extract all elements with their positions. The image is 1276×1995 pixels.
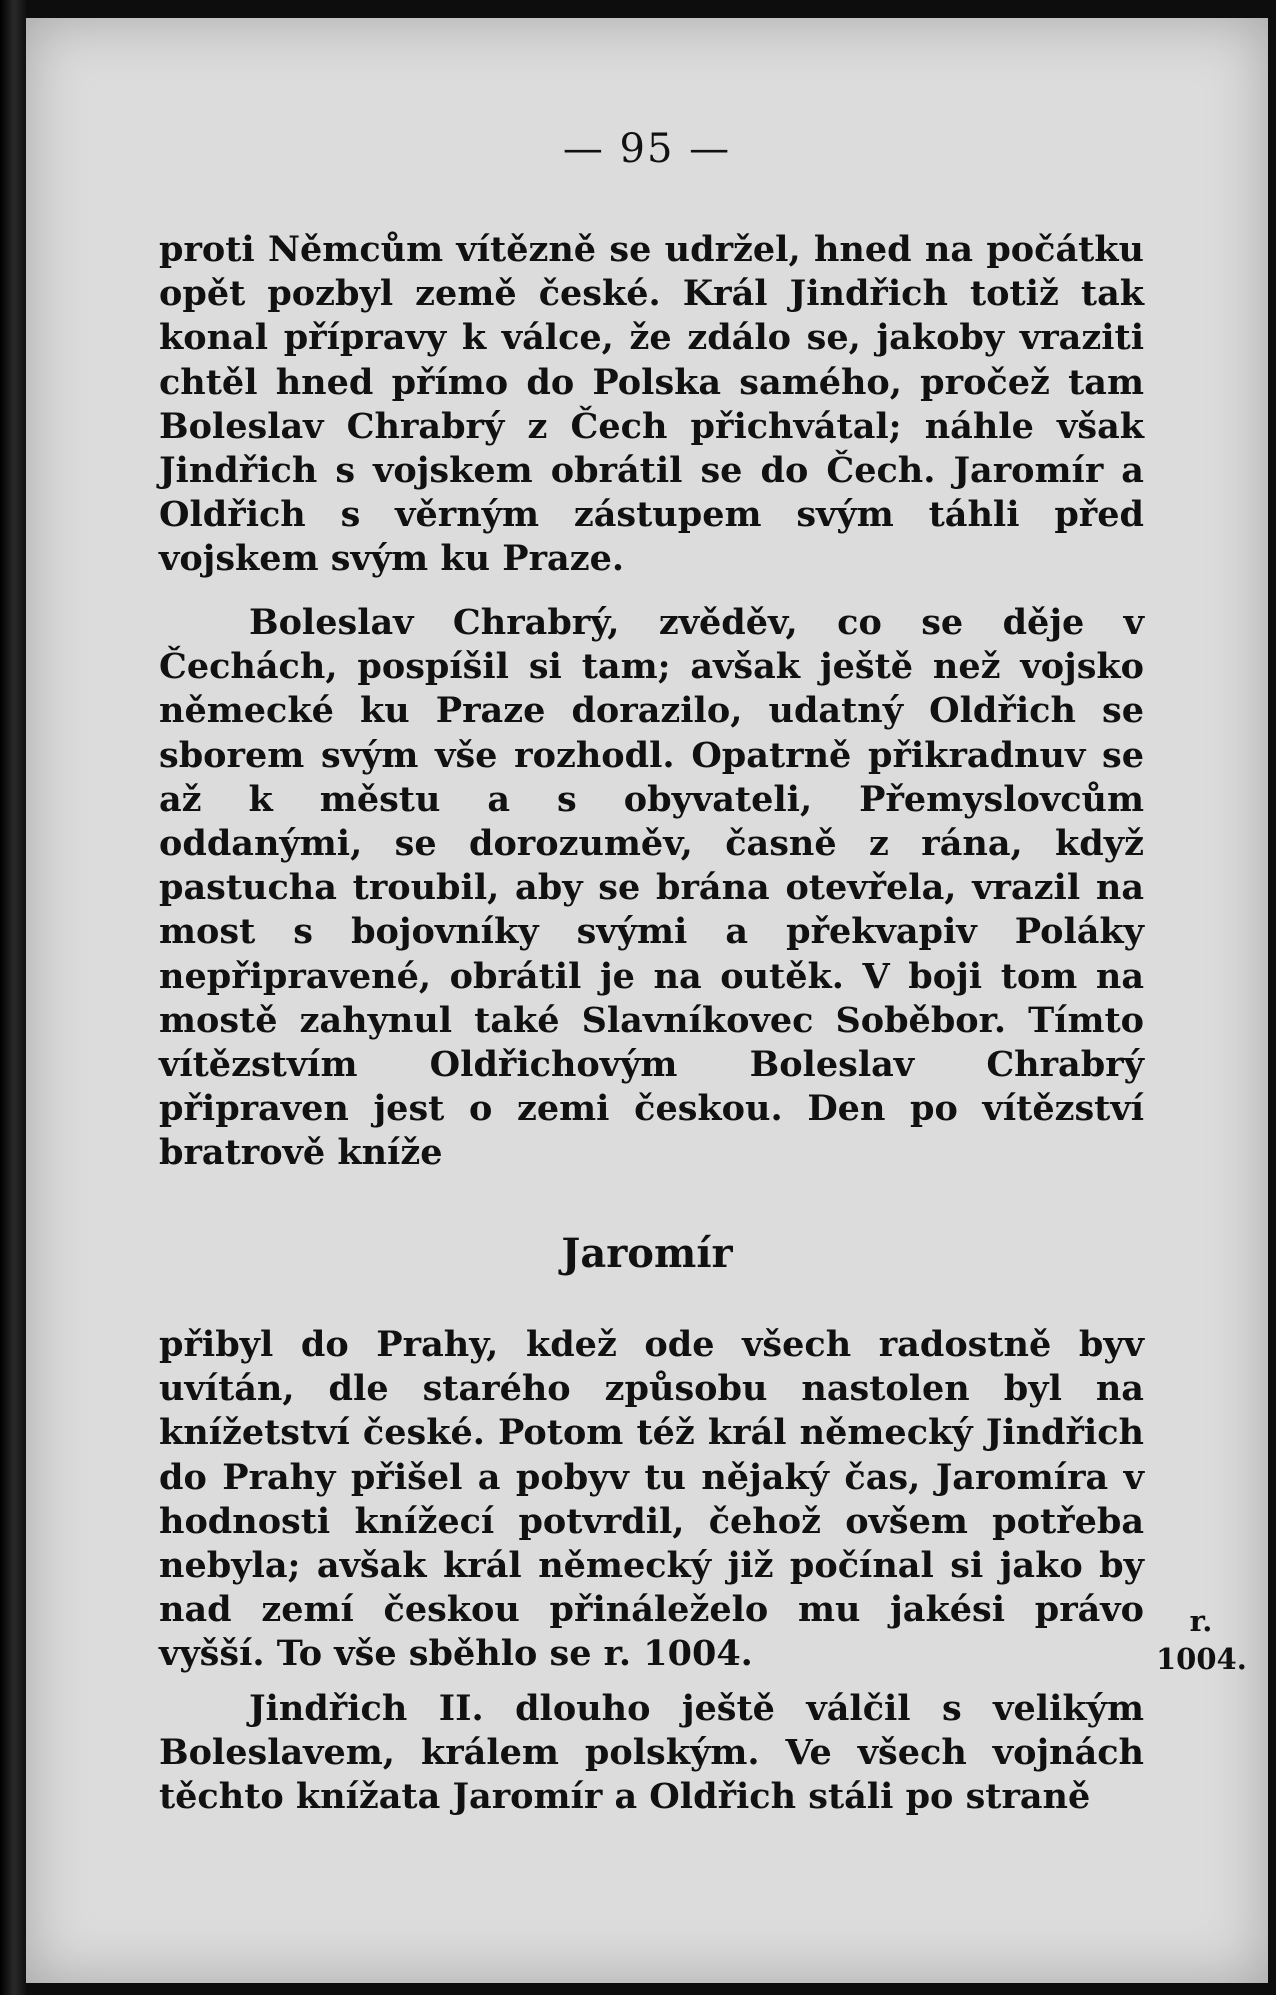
paragraph-text: Jindřich II. dlouho ještě válčil s velikým Boleslavem, králem polským. Ve všech vojnách těchto knížata Jaromír a Oldřich stáli po straně [159, 1688, 1144, 1818]
section-heading: Jaromír [561, 1230, 733, 1277]
book-page [26, 18, 1268, 1983]
paragraph-text: proti Němcům vítězně se udržel, hned na počátku opět pozbyl země české. Král Jindřich totiž tak konal přípravy k válce, že zdálo se, jakoby vraziti chtěl hned přímo do Polska samého, pročež tam Boleslav Chrabrý z Čech přichvátal; náhle však Jindřich s vojskem obrátil se do Čech. Jaromír a Oldřich s věrným zástupem svým táhli před vojskem svým ku Praze. [159, 229, 1144, 580]
paragraph-text: přibyl do Prahy, kdež ode všech radostně byv uvítán, dle starého způsobu nastolen byl na knížetství české. Potom též král německý Jindřich do Prahy přišel a pobyv tu nějaký čas, Jaromíra v hodnosti knížecí potvrdil, čehož ovšem potřeba nebyla; avšak král německý již počínal si jako by nad zemí českou přináleželo mu jakési právo vyšší. To vše sběhlo se r. 1004. [159, 1324, 1144, 1675]
paragraph-text: Boleslav Chrabrý, zvěděv, co se děje v Čechách, pospíšil si tam; avšak ještě než vojsko německé ku Praze dorazilo, udatný Oldřich se sborem svým vše rozhodl. Opatrně přikradnuv se až k městu a s obyvateli, Přemyslovcům oddanými, se dorozuměv, časně z rána, když pastucha troubil, aby se brána otevřela, vrazil na most s bojovníky svými a překvapiv Poláky nepřipravené, obrátil je na outěk. V boji tom na mostě zahynul také Slavníkovec Soběbor. Tímto vítězstvím Oldřichovým Boleslav Chrabrý připraven jest o zemi českou. Den po vítězství bratrově kníže [159, 602, 1144, 1174]
margin-note-line: 1004. [1156, 1642, 1247, 1676]
margin-note-line: r. [1189, 1604, 1213, 1638]
paragraph-4 [159, 1687, 1144, 1820]
paragraph-1 [159, 228, 1144, 582]
margin-note-year [1156, 1602, 1246, 1678]
page-edge [0, 0, 26, 1995]
paragraph-2 [159, 601, 1144, 1176]
paragraph-3 [159, 1323, 1144, 1677]
page-number: — 95 — [562, 126, 732, 172]
